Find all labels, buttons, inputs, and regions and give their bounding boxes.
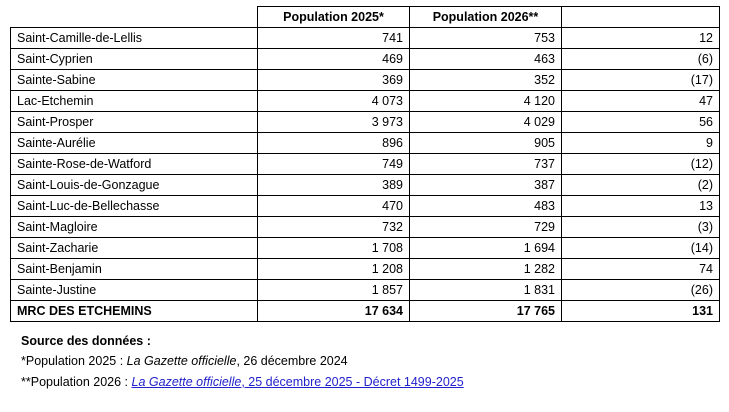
table-header-row xyxy=(11,7,720,28)
table-row xyxy=(11,280,720,301)
cell-municipality: Sainte-Sabine xyxy=(11,70,258,91)
cell-total-2026: 17 765 xyxy=(410,301,562,322)
cell-population-2026: 1 831 xyxy=(410,280,562,301)
cell-total-difference: 131 xyxy=(562,301,720,322)
cell-difference: 47 xyxy=(562,91,720,112)
cell-difference: 9 xyxy=(562,133,720,154)
cell-difference: (17) xyxy=(562,70,720,91)
cell-difference: (2) xyxy=(562,175,720,196)
cell-population-2026: 737 xyxy=(410,154,562,175)
cell-municipality: Saint-Louis-de-Gonzague xyxy=(11,175,258,196)
cell-population-2025: 1 857 xyxy=(258,280,410,301)
cell-population-2025: 896 xyxy=(258,133,410,154)
table-row xyxy=(11,112,720,133)
note-2026-prefix: **Population 2026 : xyxy=(21,374,132,389)
cell-population-2025: 732 xyxy=(258,217,410,238)
note-2025-prefix: *Population 2025 : xyxy=(21,354,127,369)
cell-municipality: Sainte-Rose-de-Watford xyxy=(11,154,258,175)
note-2025 xyxy=(21,351,719,371)
cell-population-2025: 3 973 xyxy=(258,112,410,133)
cell-difference: (3) xyxy=(562,217,720,238)
header-difference xyxy=(562,7,720,28)
table-row xyxy=(11,154,720,175)
cell-municipality: Saint-Zacharie xyxy=(11,238,258,259)
cell-difference: 12 xyxy=(562,28,720,49)
cell-municipality: Saint-Luc-de-Bellechasse xyxy=(11,196,258,217)
cell-difference: (14) xyxy=(562,238,720,259)
source-label: Source des données : xyxy=(21,334,151,348)
cell-population-2025: 1 708 xyxy=(258,238,410,259)
table-row xyxy=(11,91,720,112)
cell-municipality: Saint-Prosper xyxy=(11,112,258,133)
cell-population-2026: 483 xyxy=(410,196,562,217)
cell-municipality: Saint-Camille-de-Lellis xyxy=(11,28,258,49)
header-population-2025: Population 2025* xyxy=(258,7,410,28)
cell-population-2026: 463 xyxy=(410,49,562,70)
cell-population-2025: 4 073 xyxy=(258,91,410,112)
cell-population-2026: 905 xyxy=(410,133,562,154)
cell-municipality: Sainte-Aurélie xyxy=(11,133,258,154)
cell-total-2025: 17 634 xyxy=(258,301,410,322)
cell-total-label: MRC DES ETCHEMINS xyxy=(11,301,258,322)
table-row xyxy=(11,133,720,154)
cell-difference: (26) xyxy=(562,280,720,301)
population-table xyxy=(10,6,720,322)
cell-difference: 56 xyxy=(562,112,720,133)
cell-municipality: Saint-Cyprien xyxy=(11,49,258,70)
table-total-row xyxy=(11,301,720,322)
note-2026-publication-link[interactable]: La Gazette officielle xyxy=(131,374,242,389)
cell-population-2026: 4 120 xyxy=(410,91,562,112)
cell-population-2026: 352 xyxy=(410,70,562,91)
cell-difference: (6) xyxy=(562,49,720,70)
table-row xyxy=(11,28,720,49)
cell-population-2025: 369 xyxy=(258,70,410,91)
table-row xyxy=(11,175,720,196)
cell-population-2025: 749 xyxy=(258,154,410,175)
table-row xyxy=(11,217,720,238)
table-body xyxy=(11,28,720,322)
cell-difference: (12) xyxy=(562,154,720,175)
cell-population-2025: 470 xyxy=(258,196,410,217)
cell-population-2026: 1 282 xyxy=(410,259,562,280)
table-row xyxy=(11,70,720,91)
cell-municipality: Sainte-Justine xyxy=(11,280,258,301)
cell-municipality: Lac-Etchemin xyxy=(11,91,258,112)
cell-population-2025: 469 xyxy=(258,49,410,70)
table-row xyxy=(11,238,720,259)
cell-difference: 13 xyxy=(562,196,720,217)
cell-municipality: Saint-Magloire xyxy=(11,217,258,238)
header-population-2026: Population 2026** xyxy=(410,7,562,28)
cell-difference: 74 xyxy=(562,259,720,280)
note-2026 xyxy=(21,372,719,392)
cell-population-2026: 4 029 xyxy=(410,112,562,133)
note-2025-suffix: , 26 décembre 2024 xyxy=(236,354,348,369)
cell-population-2026: 387 xyxy=(410,175,562,196)
cell-population-2026: 753 xyxy=(410,28,562,49)
cell-population-2025: 1 208 xyxy=(258,259,410,280)
header-municipality xyxy=(11,7,258,28)
cell-population-2026: 729 xyxy=(410,217,562,238)
note-2026-decree-link[interactable]: , 25 décembre 2025 - Décret 1499-2025 xyxy=(241,374,464,389)
cell-population-2025: 741 xyxy=(258,28,410,49)
cell-population-2026: 1 694 xyxy=(410,238,562,259)
table-row xyxy=(11,49,720,70)
source-notes xyxy=(10,331,719,392)
table-row xyxy=(11,196,720,217)
table-header xyxy=(11,7,720,28)
note-2025-publication: La Gazette officielle xyxy=(126,354,237,369)
table-row xyxy=(11,259,720,280)
cell-population-2025: 389 xyxy=(258,175,410,196)
cell-municipality: Saint-Benjamin xyxy=(11,259,258,280)
